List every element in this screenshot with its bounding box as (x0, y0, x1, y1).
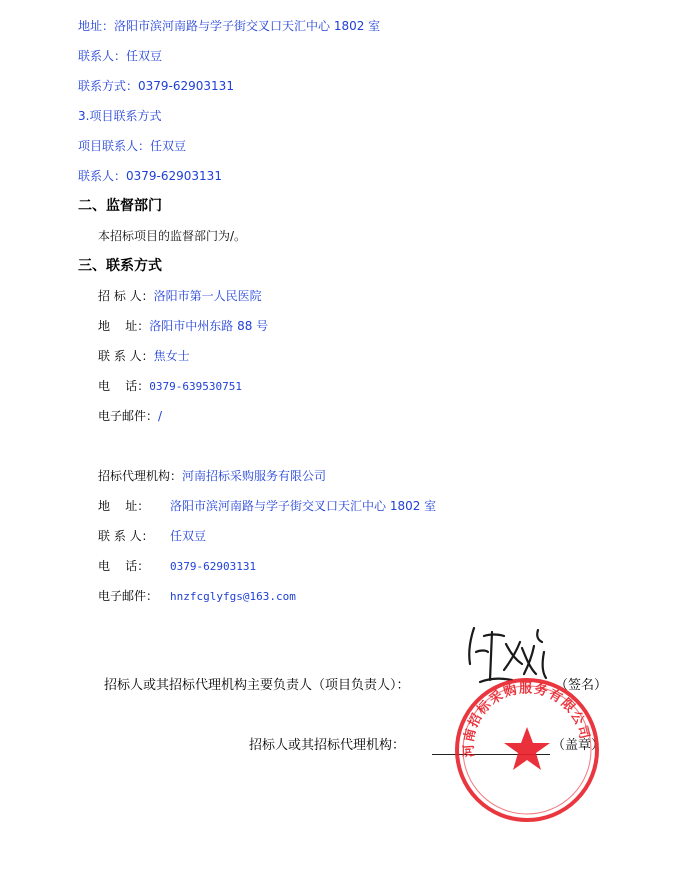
agency-value: 河南招标采购服务有限公司 (182, 469, 327, 483)
tenderer-value: 洛阳市第一人民医院 (153, 289, 262, 303)
agency-address-row (98, 498, 436, 514)
agency-email-label: 电子邮件： (98, 589, 159, 603)
project-contact-person: 项目联系人：任双豆 (78, 139, 187, 153)
tenderer-contact-label: 联 系 人： (98, 349, 154, 363)
agency-sign-label: 招标人或其招标代理机构： (249, 738, 406, 753)
agency-contact: 联系人：任双豆 (78, 49, 163, 63)
agency-contact-label: 联 系 人： (98, 529, 154, 543)
agency-phone-row (98, 558, 256, 575)
tenderer-email-value: / (158, 409, 163, 423)
contact-heading: 三、联系方式 (78, 258, 162, 274)
agency-phone: 联系方式：0379-62903131 (78, 79, 234, 93)
tenderer-phone-row (98, 378, 242, 395)
responsible-suffix: （签名） (555, 678, 608, 693)
agency-address-value: 洛阳市滨河南路与学子街交叉口天汇中心 1802 室 (170, 499, 437, 513)
tenderer-address-value: 洛阳市中州东路 88 号 (149, 319, 269, 333)
agency-address-label: 地 址： (98, 499, 150, 513)
agency-phone-value: 0379-62903131 (170, 560, 257, 573)
tenderer-address-row (98, 318, 268, 334)
tenderer-email-label: 电子邮件： (98, 409, 159, 423)
agency-contact-value: 任双豆 (170, 529, 207, 543)
tenderer-contact-row (98, 348, 190, 364)
project-contact-phone: 联系人：0379-62903131 (78, 169, 222, 183)
supervision-heading: 二、监督部门 (78, 198, 162, 214)
agency-sign-suffix: （盖章） (552, 738, 605, 753)
svg-text:河南招标采购服务有限公司: 河南招标采购服务有限公司 (461, 681, 592, 758)
official-seal (452, 675, 605, 825)
agency-phone-label: 电 话： (98, 559, 150, 573)
project-contact-heading: 3.项目联系方式 (78, 109, 162, 123)
agency-email-value: hnzfcglyfgs@163.com (170, 590, 296, 603)
responsible-label: 招标人或其招标代理机构主要负责人（项目负责人）： (104, 678, 410, 693)
agency-row (98, 468, 326, 484)
tenderer-phone-label: 电 话： (98, 379, 150, 393)
agency-label: 招标代理机构： (98, 469, 183, 483)
agency-contact-row (98, 528, 206, 544)
tenderer-contact-value: 焦女士 (153, 349, 190, 363)
agency-address: 地址：洛阳市滨河南路与学子街交叉口天汇中心 1802 室 (78, 19, 381, 33)
tenderer-email-row (98, 408, 162, 424)
tenderer-phone-value: 0379-639530751 (149, 380, 242, 393)
tenderer-label: 招 标 人： (98, 289, 154, 303)
agency-email-row (98, 588, 296, 605)
tenderer-row (98, 288, 262, 304)
tenderer-address-label: 地 址： (98, 319, 150, 333)
supervision-text: 本招标项目的监督部门为/。 (98, 229, 247, 243)
